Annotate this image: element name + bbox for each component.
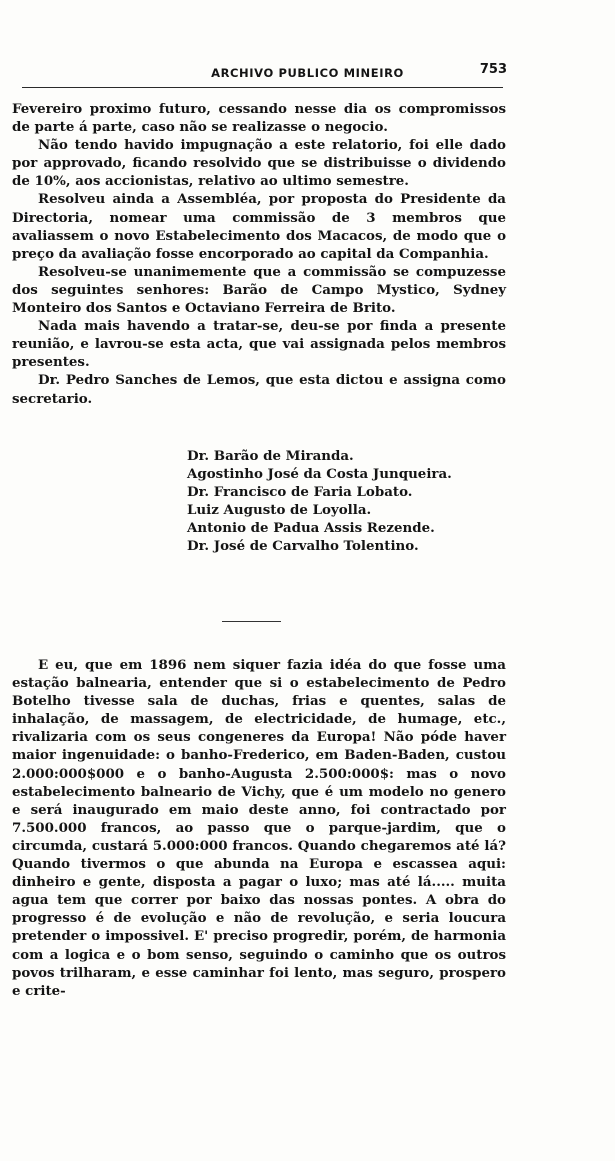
meeting-minutes bbox=[12, 100, 506, 408]
running-title: ARCHIVO PUBLICO MINEIRO bbox=[211, 66, 404, 80]
signature-line: Luiz Augusto de Loyolla. bbox=[187, 502, 372, 519]
page-header bbox=[0, 62, 615, 86]
signature-line: Antonio de Padua Assis Rezende. bbox=[187, 520, 435, 537]
signature-line: Dr. Francisco de Faria Lobato. bbox=[187, 484, 413, 501]
section-divider bbox=[222, 621, 281, 622]
minutes-paragraph-4: Resolveu-se unanimemente que a commissão se compuzesse dos seguintes senhores: Barão de Campo Mystico, Sydney Monteiro dos Santos e Octaviano Ferreira de Brito. bbox=[12, 263, 506, 317]
header-divider bbox=[22, 87, 503, 88]
signature-line: Dr. Barão de Miranda. bbox=[187, 448, 354, 464]
signature-line: Dr. José de Carvalho Tolentino. bbox=[187, 538, 419, 555]
minutes-paragraph-3: Resolveu ainda a Assembléa, por proposta do Presidente da Directoria, nomear uma commissão de 3 membros que avaliassem o novo Estabelecimento dos Macacos, de modo que o preço da avaliação fosse encorporado ao capital da Companhia. bbox=[12, 191, 506, 262]
essay-text bbox=[12, 656, 506, 1000]
page-number: 753 bbox=[479, 62, 507, 77]
minutes-paragraph-5: Nada mais havendo a tratar-se, deu-se por finda a presente reunião, e lavrou-se esta acta, que vai assignada pelos membros presentes. bbox=[12, 318, 506, 371]
signature-list bbox=[187, 447, 487, 556]
minutes-paragraph-6: Dr. Pedro Sanches de Lemos, que esta dictou e assigna como secretario. bbox=[12, 372, 506, 407]
essay-paragraph: E eu, que em 1896 nem siquer fazia idéa do que fosse uma estação balnearia, entender que si o estabelecimento de Pedro Botelho tivesse sala de duchas, frias e quentes, salas de inhalação, de massagem, de electricidade, de humage, etc., rivalizaria com os seus congeneres da Europa! Não póde haver maior ingenuidade: o banho-Frederico, em Baden-Baden, custou 2.000:000$000 e o banho-Augusta 2.500:000$: mas o novo estabelecimento balneario de Vichy, que é um modelo no genero e será inaugurado em maio deste anno, foi contractado por 7.500.000 francos, ao passo que o parque-jardim, que o circumda, custará 5.000:000 francos. Quando chegaremos até lá? Quando tivermos o que abunda na Europa e escassea aqui: dinheiro e gente, disposta a pagar o luxo; mas até lá..... muita agua tem que correr por baixo das nossas pontes. A obra do progresso é de evolução e não de revolução, e seria loucura pretender o impossivel. E' preciso progredir, porém, de harmonia com a logica e o bom senso, seguindo o caminho que os outros povos trilharam, e esse caminhar foi lento, mas seguro, prospero e crite- bbox=[12, 657, 506, 999]
signature-line: Agostinho José da Costa Junqueira. bbox=[187, 466, 452, 483]
minutes-paragraph-1: Fevereiro proximo futuro, cessando nesse dia os compromissos de parte á parte, caso não se realizasse o negocio. bbox=[12, 101, 506, 136]
minutes-paragraph-2: Não tendo havido impugnação a este relatorio, foi elle dado por approvado, ficando resolvido que se distribuisse o dividendo de 10%, aos accionistas, relativo ao ultimo semestre. bbox=[12, 137, 506, 190]
